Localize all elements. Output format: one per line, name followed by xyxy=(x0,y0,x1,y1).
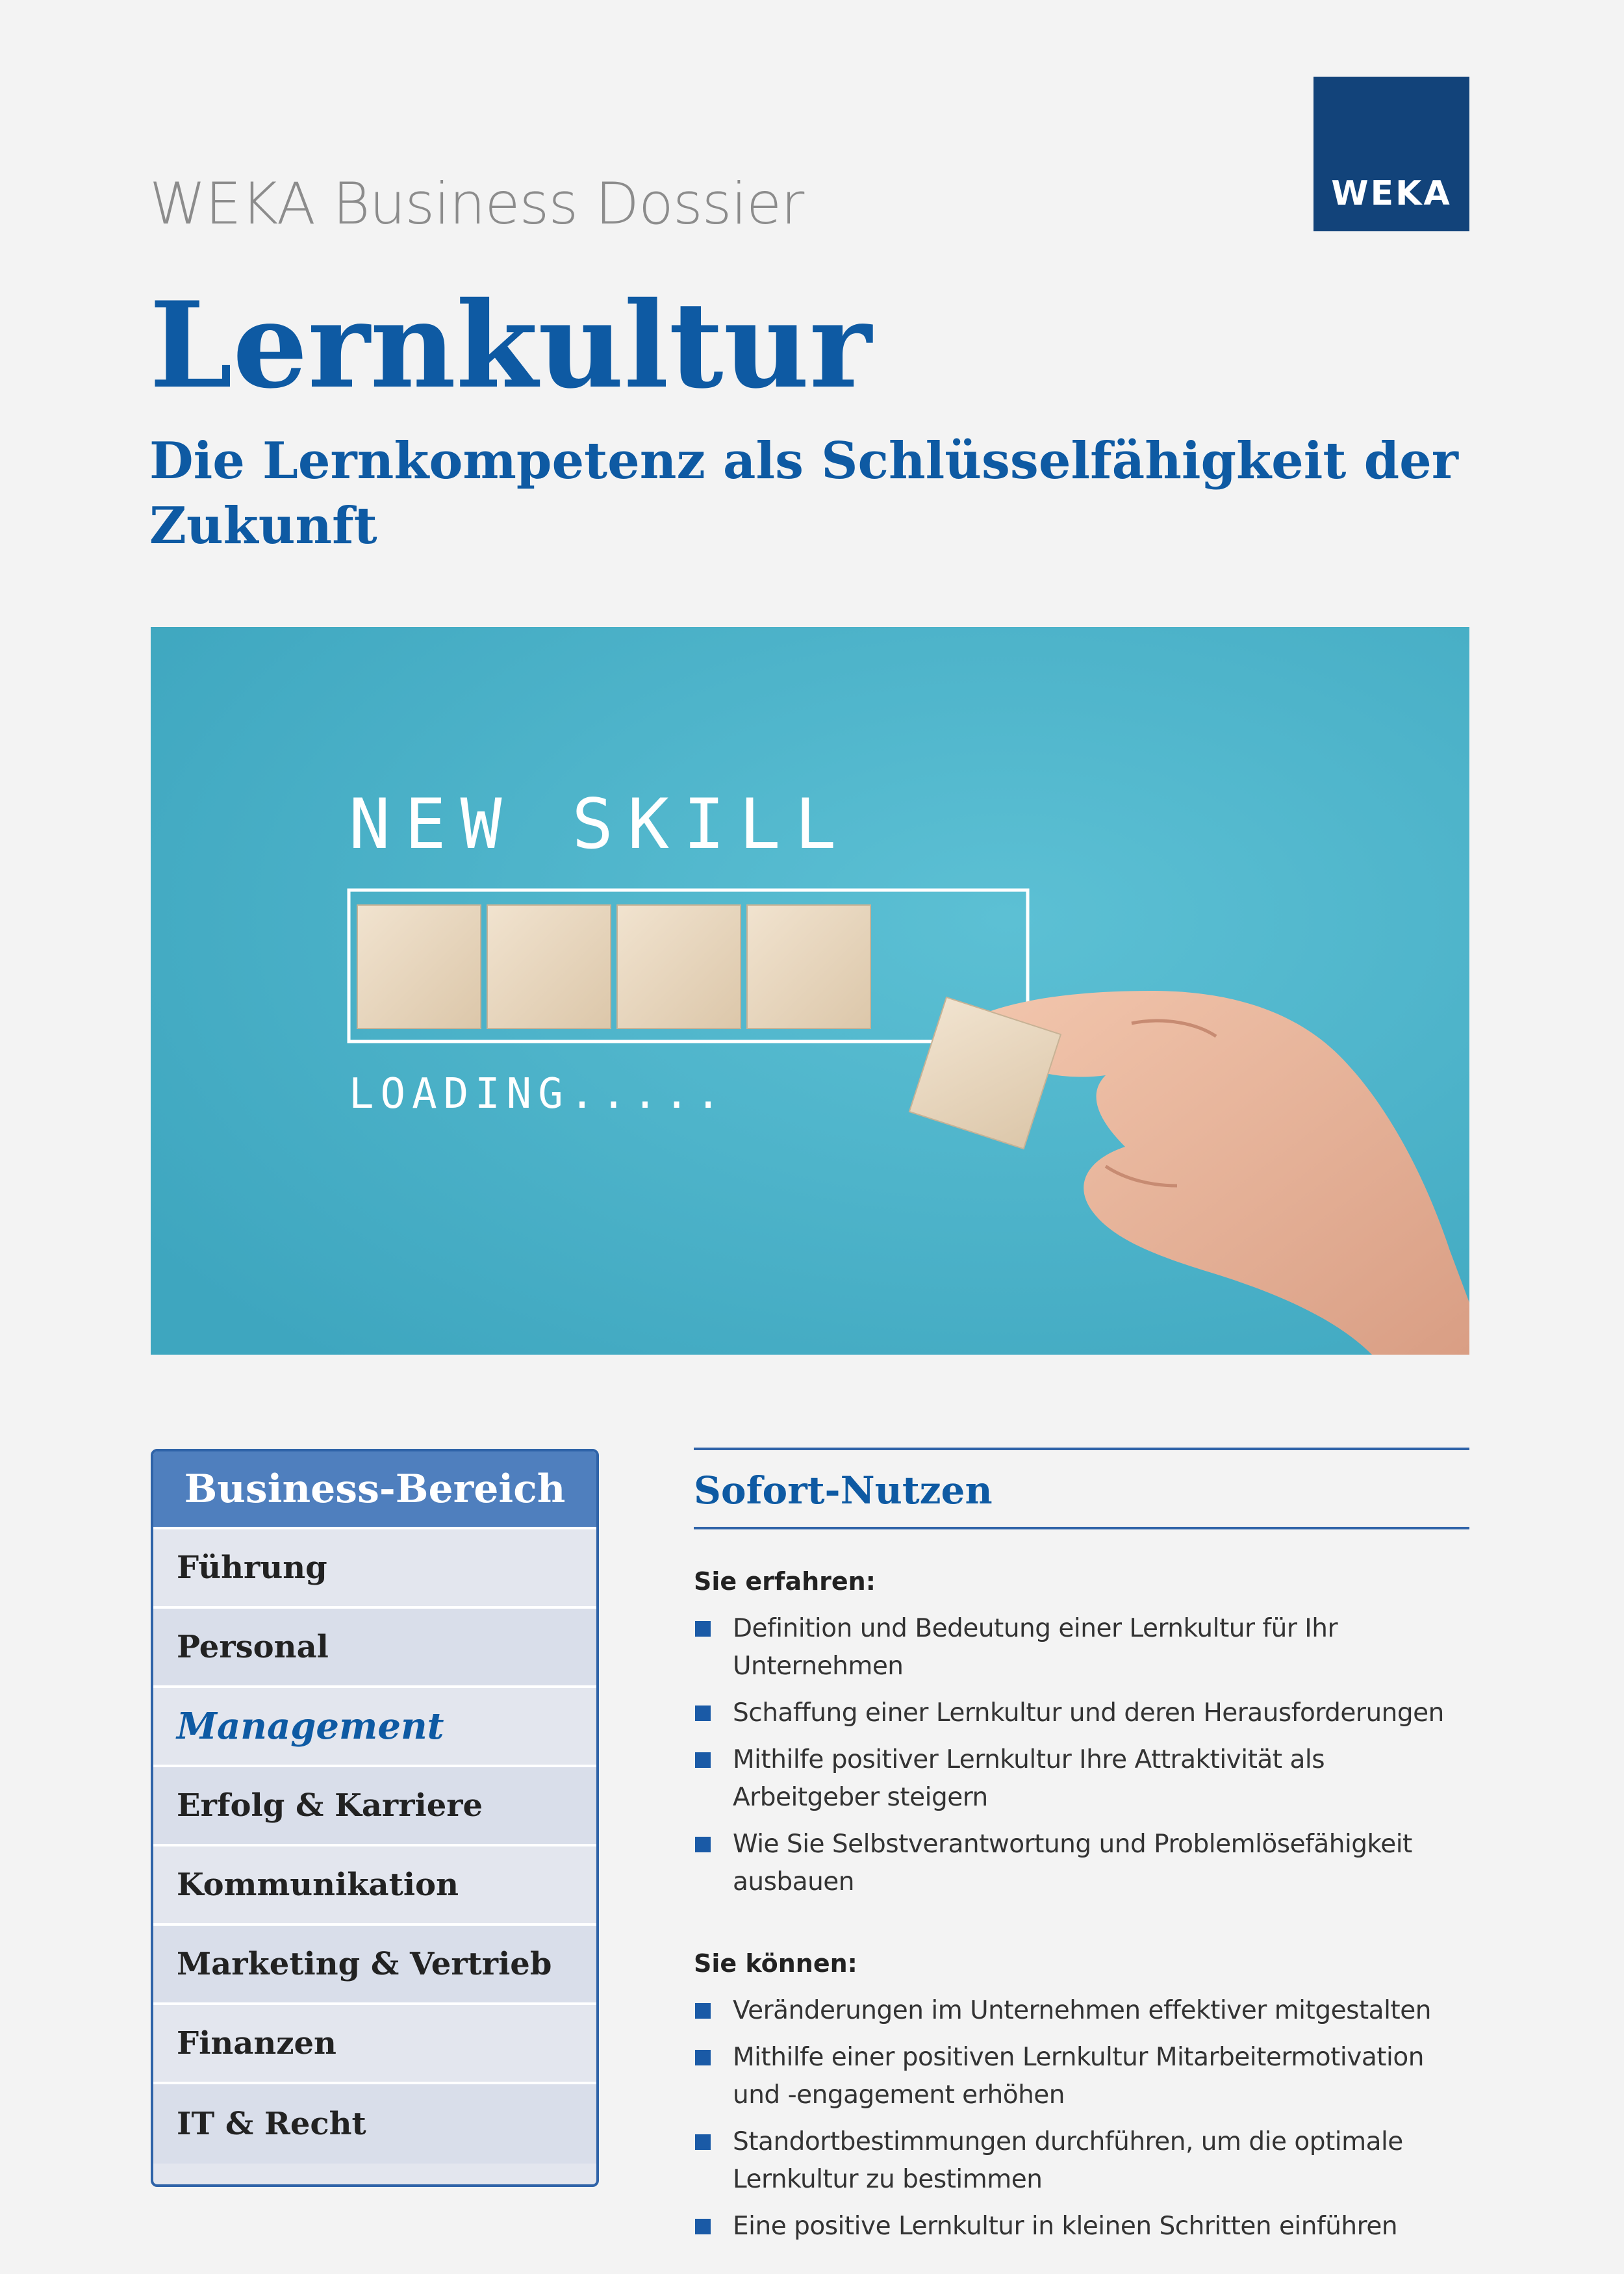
business-area-list xyxy=(153,1529,596,2164)
weka-logo xyxy=(1313,77,1469,231)
hero-image xyxy=(151,627,1469,1355)
square-bullet-icon xyxy=(695,2134,711,2150)
square-bullet-icon xyxy=(695,2219,711,2234)
title-divider xyxy=(694,1527,1469,1529)
list-item xyxy=(694,2039,1469,2114)
weka-logo-text: WEKA xyxy=(1331,174,1452,213)
list-item xyxy=(694,2208,1469,2245)
business-area-header: Business-Bereich xyxy=(153,1451,596,1529)
list-item-text: Schaffung einer Lernkultur und deren Herausforderungen xyxy=(733,1698,1444,1728)
list-item xyxy=(694,2123,1469,2199)
business-area-management[interactable]: Management xyxy=(153,1688,596,1767)
list-item-text: Mithilfe einer positiven Lernkultur Mitarbeitermotivation und -engagement erhöhen xyxy=(733,2043,1424,2110)
list-item-text: Mithilfe positiver Lernkultur Ihre Attraktivität als Arbeitgeber steigern xyxy=(733,1745,1325,1812)
business-area-panel xyxy=(151,1449,599,2187)
hero-headline: NEW SKILL xyxy=(349,784,851,864)
business-area-erfolg-karriere[interactable]: Erfolg & Karriere xyxy=(153,1767,596,1846)
list-item-text: Eine positive Lernkultur in kleinen Schritten einführen xyxy=(733,2212,1398,2241)
benefits-title: Sofort-Nutzen xyxy=(694,1468,993,1513)
bullet-list-erfahren xyxy=(694,1610,1469,1901)
business-area-fuehrung[interactable]: Führung xyxy=(153,1529,596,1609)
business-area-marketing-vertrieb[interactable]: Marketing & Vertrieb xyxy=(153,1926,596,2005)
square-bullet-icon xyxy=(695,2050,711,2065)
square-bullet-icon xyxy=(695,1837,711,1852)
wooden-block-icon xyxy=(357,905,481,1028)
wooden-block-icon xyxy=(747,905,870,1028)
list-item-text: Standortbestimmungen durchführen, um die optimale Lernkultur zu bestimmen xyxy=(733,2127,1403,2194)
business-area-kommunikation[interactable]: Kommunikation xyxy=(153,1846,596,1926)
wooden-block-icon xyxy=(487,905,611,1028)
list-item xyxy=(694,1992,1469,2030)
page-title: Lernkultur xyxy=(149,275,872,415)
square-bullet-icon xyxy=(695,1706,711,1721)
list-item xyxy=(694,1610,1469,1685)
benefits-panel xyxy=(694,1448,1469,2255)
wooden-block-icon xyxy=(617,905,741,1028)
section-label-erfahren: Sie erfahren: xyxy=(694,1567,876,1596)
business-area-personal[interactable]: Personal xyxy=(153,1609,596,1688)
list-item-text: Definition und Bedeutung einer Lernkultur für Ihr Unternehmen xyxy=(733,1614,1338,1681)
square-bullet-icon xyxy=(695,1752,711,1768)
list-item xyxy=(694,1694,1469,1732)
business-area-it-recht[interactable]: IT & Recht xyxy=(153,2084,596,2164)
hero-caption: LOADING..... xyxy=(349,1070,728,1118)
business-area-finanzen[interactable]: Finanzen xyxy=(153,2005,596,2084)
list-item-text: Veränderungen im Unternehmen effektiver mitgestalten xyxy=(733,1996,1431,2025)
list-item xyxy=(694,1741,1469,1817)
list-item-text: Wie Sie Selbstverantwortung und Problemlösefähigkeit ausbauen xyxy=(733,1830,1412,1897)
bullet-list-koennen xyxy=(694,1992,1469,2245)
page-subtitle: Die Lernkompetenz als Schlüsselfähigkeit der Zukunft xyxy=(149,431,1458,556)
list-item xyxy=(694,1826,1469,1901)
square-bullet-icon xyxy=(695,1621,711,1637)
section-label-koennen: Sie können: xyxy=(694,1949,857,1978)
dossier-series-label: WEKA Business Dossier xyxy=(149,170,804,237)
square-bullet-icon xyxy=(695,2003,711,2019)
